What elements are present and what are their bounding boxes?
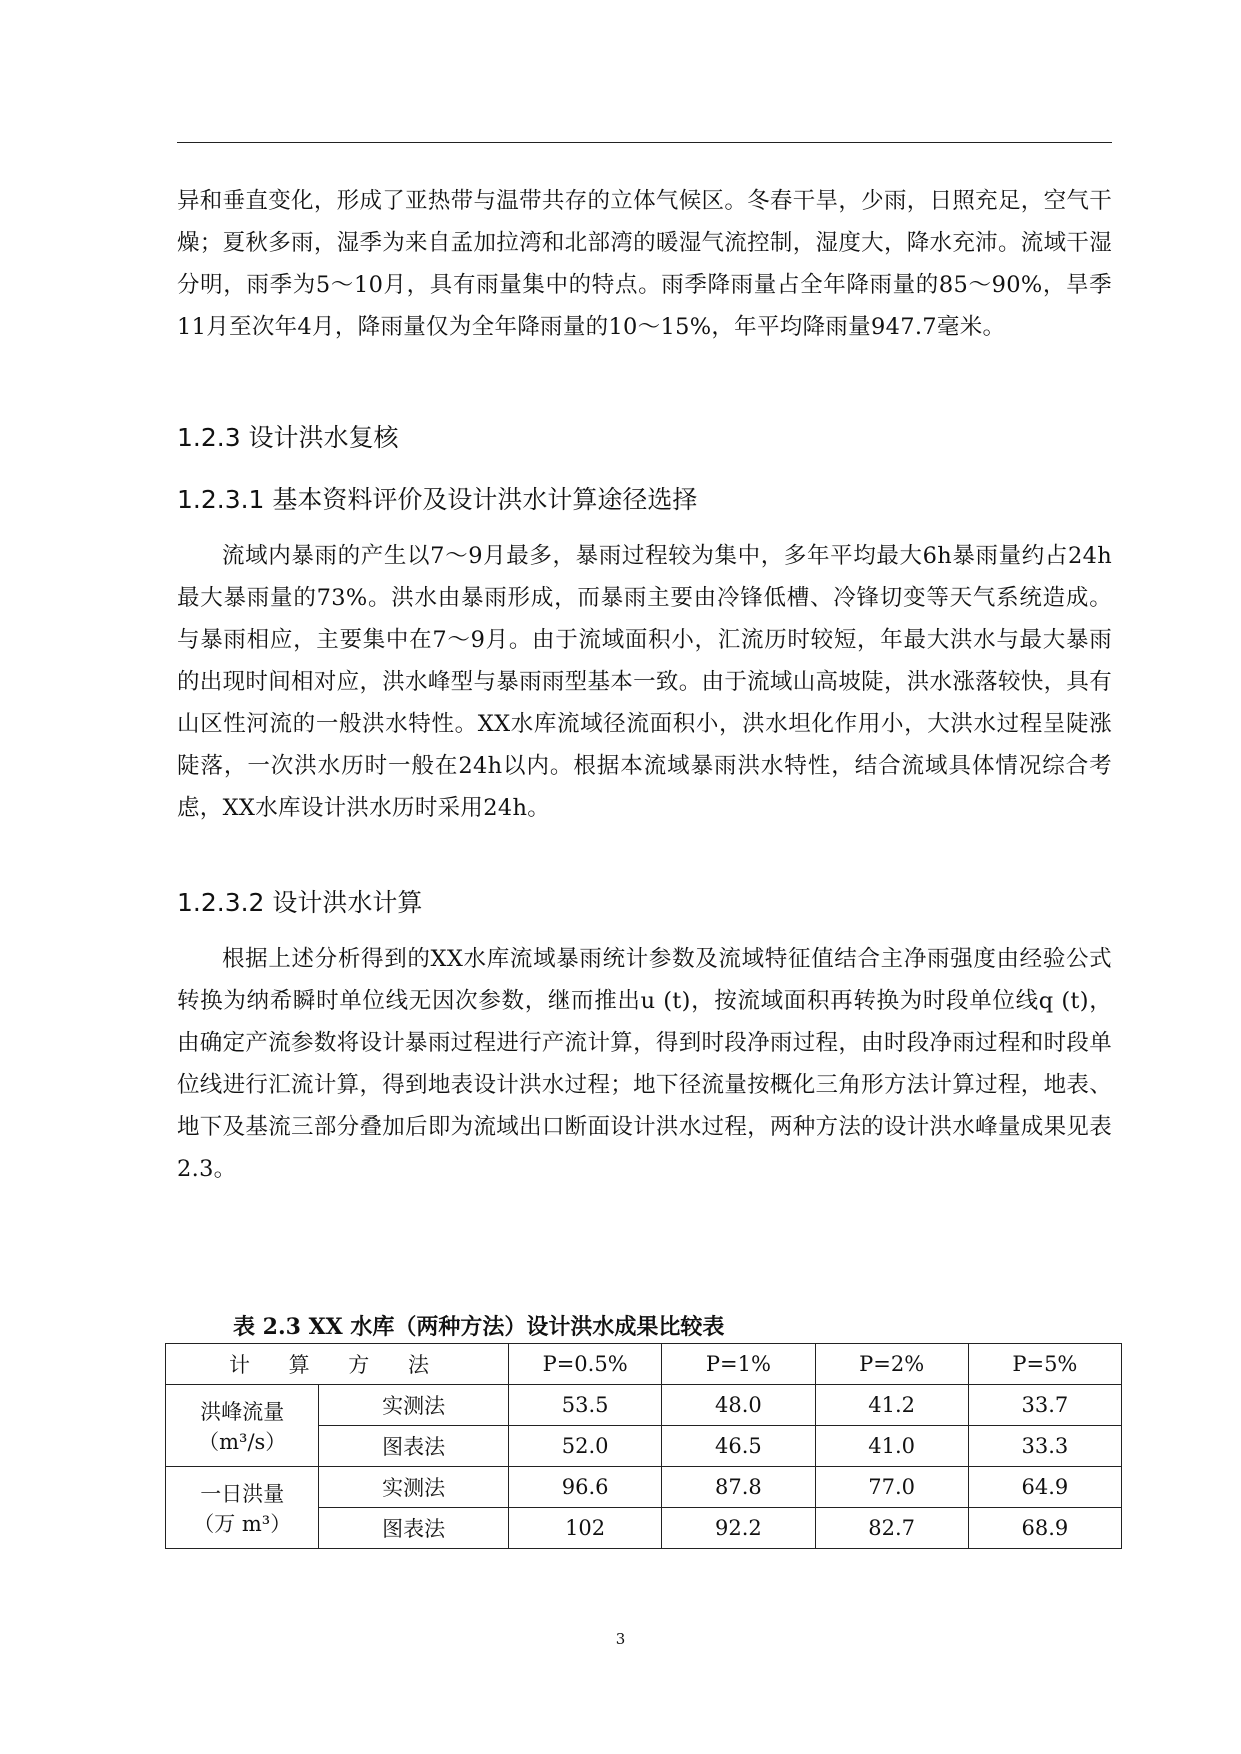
heading-1-2-3 <box>177 418 1112 458</box>
value-cell: 33.3 <box>968 1426 1121 1467</box>
table-header-row <box>166 1344 1122 1385</box>
section-heading: 1.2.3 设计洪水复核 <box>177 423 399 452</box>
flood-results-table <box>165 1343 1122 1549</box>
paragraph-text: 根据上述分析得到的XX水库流域暴雨统计参数及流域特征值结合主净雨强度由经验公式转换为纳希瞬时单位线无因次参数，继而推出u (t)，按流域面积再转换为时段单位线q (t)，由确定产流参数将设计暴雨过程进行产流计算，得到时段净雨过程，由时段净雨过程和时段单位线进行汇流计算，得到地表设计洪水过程；地下径流量按概化三角形方法计算过程，地表、地下及基流三部分叠加后即为流域出口断面设计洪水过程，两种方法的设计洪水峰量成果见表2.3。 <box>177 946 1112 1182</box>
value-cell: 41.0 <box>815 1426 968 1467</box>
value-cell: 87.8 <box>662 1467 815 1508</box>
paragraph-climate <box>177 180 1112 348</box>
value-cell: 82.7 <box>815 1508 968 1549</box>
value-cell: 77.0 <box>815 1467 968 1508</box>
group-label-cell <box>166 1467 319 1549</box>
column-header: P=1% <box>662 1344 815 1385</box>
method-cell: 图表法 <box>319 1508 509 1549</box>
method-cell: 实测法 <box>319 1467 509 1508</box>
value-cell: 64.9 <box>968 1467 1121 1508</box>
subsection-heading: 1.2.3.2 设计洪水计算 <box>177 888 423 917</box>
value-cell: 92.2 <box>662 1508 815 1549</box>
paragraph-text: 流域内暴雨的产生以7～9月最多，暴雨过程较为集中，多年平均最大6h暴雨量约占24h最大暴雨量的73%。洪水由暴雨形成，而暴雨主要由冷锋低槽、冷锋切变等天气系统造成。与暴雨相应，主要集中在7～9月。由于流域面积小，汇流历时较短，年最大洪水与最大暴雨的出现时间相对应，洪水峰型与暴雨雨型基本一致。由于流域山高坡陡，洪水涨落较快，具有山区性河流的一般洪水特性。XX水库流域径流面积小，洪水坦化作用小，大洪水过程呈陡涨陡落，一次洪水历时一般在24h以内。根据本流域暴雨洪水特性，结合流域具体情况综合考虑，XX水库设计洪水历时采用24h。 <box>177 543 1112 821</box>
header-rule <box>177 142 1112 143</box>
value-cell: 41.2 <box>815 1385 968 1426</box>
heading-1-2-3-1 <box>177 480 1112 520</box>
method-cell: 实测法 <box>319 1385 509 1426</box>
column-header: P=5% <box>968 1344 1121 1385</box>
heading-1-2-3-2 <box>177 883 1112 923</box>
value-cell: 53.5 <box>508 1385 661 1426</box>
column-header: P=0.5% <box>508 1344 661 1385</box>
subsection-heading: 1.2.3.1 基本资料评价及设计洪水计算途径选择 <box>177 485 698 514</box>
table-caption: 表 2.3 XX 水库（两种方法）设计洪水成果比较表 <box>233 1314 725 1340</box>
paragraph-storm <box>177 535 1112 829</box>
group-name: 一日洪量 <box>200 1481 285 1506</box>
group-name: 洪峰流量 <box>200 1399 285 1424</box>
value-cell: 52.0 <box>508 1426 661 1467</box>
group-unit: （万 m³） <box>193 1511 292 1536</box>
value-cell: 33.7 <box>968 1385 1121 1426</box>
value-cell: 48.0 <box>662 1385 815 1426</box>
value-cell: 68.9 <box>968 1508 1121 1549</box>
column-header: P=2% <box>815 1344 968 1385</box>
paragraph-calculation <box>177 938 1112 1190</box>
method-header-cell: 计 算 方 法 <box>166 1344 509 1385</box>
page-number: 3 <box>615 1630 626 1648</box>
value-cell: 46.5 <box>662 1426 815 1467</box>
method-cell: 图表法 <box>319 1426 509 1467</box>
value-cell: 102 <box>508 1508 661 1549</box>
paragraph-text: 异和垂直变化，形成了亚热带与温带共存的立体气候区。冬春干旱，少雨，日照充足，空气干燥；夏秋多雨，湿季为来自孟加拉湾和北部湾的暖湿气流控制，湿度大，降水充沛。流域干湿分明，雨季为5～10月，具有雨量集中的特点。雨季降雨量占全年降雨量的85～90%，旱季11月至次年4月，降雨量仅为全年降雨量的10～15%，年平均降雨量947.7毫米。 <box>177 188 1112 340</box>
group-unit: （m³/s） <box>198 1429 287 1454</box>
value-cell: 96.6 <box>508 1467 661 1508</box>
table-row <box>166 1385 1122 1426</box>
table-row <box>166 1467 1122 1508</box>
group-label-cell <box>166 1385 319 1467</box>
